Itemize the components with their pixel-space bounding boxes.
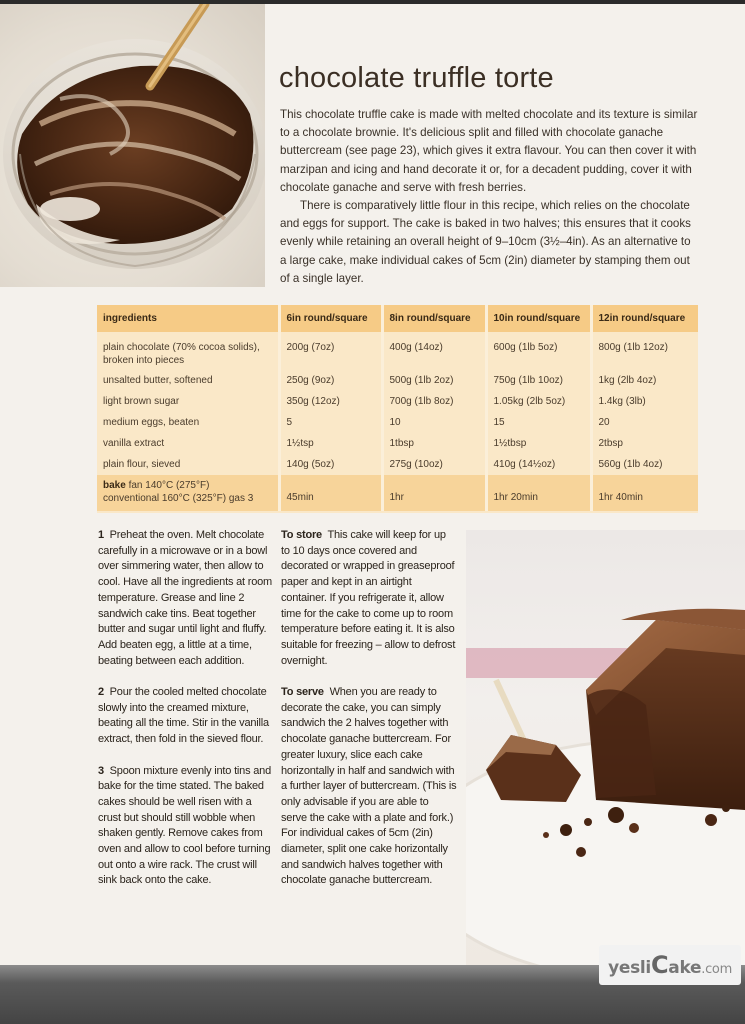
mixing-bowl-illustration [0,4,265,287]
recipe-title: chocolate truffle torte [279,62,554,94]
step-text: Spoon mixture evenly into tins and bake for the time stated. The baked cakes should be well risen with a crust but should still wobble when shaken gently. Remove cakes from oven and allow to cool before turning out onto a wire rack. The crust will sink back onto the cake. [98,764,271,887]
table-header-row [97,305,698,332]
quantity-cell: 275g (10oz) [382,454,486,475]
quantity-cell: 140g (5oz) [279,454,382,475]
step-text: Pour the cooled melted chocolate slowly into the creamed mixture, beating all the time. Stir in the vanilla extract, then fold in the sieved flour. [98,686,269,746]
quantity-cell: 1kg (2lb 4oz) [591,370,698,391]
site-watermark [599,945,741,985]
ingredient-name: vanilla extract [103,438,165,449]
quantity-cell: 250g (9oz) [279,370,382,391]
note-text: This cake will keep for up to 10 days once covered and decorated or wrapped in greaseproof paper and kept in an airtight container. If you refrigerate it, allow time for the cake to come up to room temperature before eating it. It is also suitable for freezing – allow to defrost overnight. [281,529,456,667]
bake-settings [97,475,279,511]
note-text: When you are ready to decorate the cake, you can simply sandwich the 2 halves together with chocolate ganache buttercream. For greater luxury, slice each cake horizontally in half and sandwich with a further layer of buttercream. (This is only advisable if you are able to serve the cake with a plate and fork.) For individual cakes of 5cm (2in) diameter, split one cake horizontally and sandwich halves together with chocolate ganache buttercream. [281,686,457,887]
method-step-3 [98,764,274,890]
table-row [97,370,698,391]
intro-paragraph-2: There is comparatively little flour in this recipe, which relies on the chocolate and eggs for support. The cake is baked in two halves; this ensures that it cooks evenly while retaining an overall height of 9–10cm (3½–4in). As an alternative to a large cake, make individual cakes of 5cm (2in) diameter by stamping them out of a single layer. [280,199,691,285]
quantity-cell: 1½tbsp [486,433,591,454]
ingredient-name: medium eggs, beaten [103,417,200,428]
step-text: Preheat the oven. Melt chocolate carefully in a microwave or in a bowl over simmering water, then allow to cool. Have all the ingredients at room temperature. Grease and line 2 sandwich cake tins. Beat together butter and sugar until light and fluffy. Add beaten egg, a little at a time, beating between each addition. [98,529,272,667]
storage-note [281,528,457,669]
bake-conventional-temp: conventional 160°C (325°F) gas 3 [103,493,254,504]
table-row [97,391,698,412]
quantity-cell: 5 [279,412,382,433]
watermark-part: ake [668,958,702,978]
method-column-1 [98,528,274,905]
table-header-cell: 6in round/square [279,305,382,332]
quantity-cell: 1tbsp [382,433,486,454]
table-header-cell: ingredients [97,305,279,332]
step-number: 3 [98,764,104,777]
quantity-cell: 200g (7oz) [279,332,382,370]
serving-note [281,685,457,889]
quantity-cell: 2tbsp [591,433,698,454]
quantity-cell: 800g (1lb 12oz) [591,332,698,370]
quantity-cell: 500g (1lb 2oz) [382,370,486,391]
note-heading: To serve [281,686,324,699]
watermark-part: .com [701,962,732,977]
table-row [97,332,698,370]
quantity-cell: 410g (14½oz) [486,454,591,475]
table-row [97,433,698,454]
ingredient-name-line: broken into pieces [103,355,185,366]
quantity-cell: 350g (12oz) [279,391,382,412]
table-row [97,454,698,475]
intro-paragraph-1: This chocolate truffle cake is made with melted chocolate and its texture is similar to a chocolate brownie. It's delicious split and filled with chocolate ganache buttercream (see page 23), which gives it extra flavour. You can then cover it with marzipan and icing and hand decorate it or, for a decadent pudding, cover it with chocolate ganache and serve with fresh berries. [280,108,698,194]
method-column-2 [281,528,457,905]
bake-time-cell: 1hr 20min [486,475,591,511]
table-row [97,412,698,433]
step-number: 2 [98,686,104,699]
ingredient-name: unsalted butter, softened [103,375,213,386]
ingredient-name-line: plain chocolate (70% cocoa solids), [103,342,260,353]
ingredients-table [97,305,698,511]
method-step-2 [98,685,274,748]
cake-logo-icon: C [650,951,669,979]
note-heading: To store [281,529,322,541]
ingredients-table-panel [97,305,698,513]
bake-fan-temp: fan 140°C (275°F) [128,480,210,491]
quantity-cell: 600g (1lb 5oz) [486,332,591,370]
table-header-cell: 12in round/square [591,305,698,332]
quantity-cell: 20 [591,412,698,433]
ingredient-name: plain flour, sieved [103,459,181,470]
quantity-cell: 400g (14oz) [382,332,486,370]
bake-time-cell: 45min [279,475,382,511]
method-step-1 [98,528,274,669]
ingredient-name [97,332,279,370]
quantity-cell: 700g (1lb 8oz) [382,391,486,412]
torte-slice-illustration [466,530,745,965]
ingredient-name: light brown sugar [103,396,180,407]
quantity-cell: 560g (1lb 4oz) [591,454,698,475]
recipe-intro [280,106,700,288]
quantity-cell: 1.4kg (3lb) [591,391,698,412]
quantity-cell: 750g (1lb 10oz) [486,370,591,391]
watermark-text [608,951,732,979]
quantity-cell: 15 [486,412,591,433]
table-header-cell: 8in round/square [382,305,486,332]
bake-label: bake [103,480,126,491]
bake-fan-line [103,479,272,492]
step-number: 1 [98,529,104,541]
quantity-cell: 1.05kg (2lb 5oz) [486,391,591,412]
watermark-part: yesli [608,958,651,978]
bake-time-cell: 1hr [382,475,486,511]
quantity-cell: 1½tsp [279,433,382,454]
torte-slice-photo [466,530,745,965]
bake-row [97,475,698,511]
mixing-bowl-photo [0,4,265,287]
bake-time-cell: 1hr 40min [591,475,698,511]
table-header-cell: 10in round/square [486,305,591,332]
quantity-cell: 10 [382,412,486,433]
